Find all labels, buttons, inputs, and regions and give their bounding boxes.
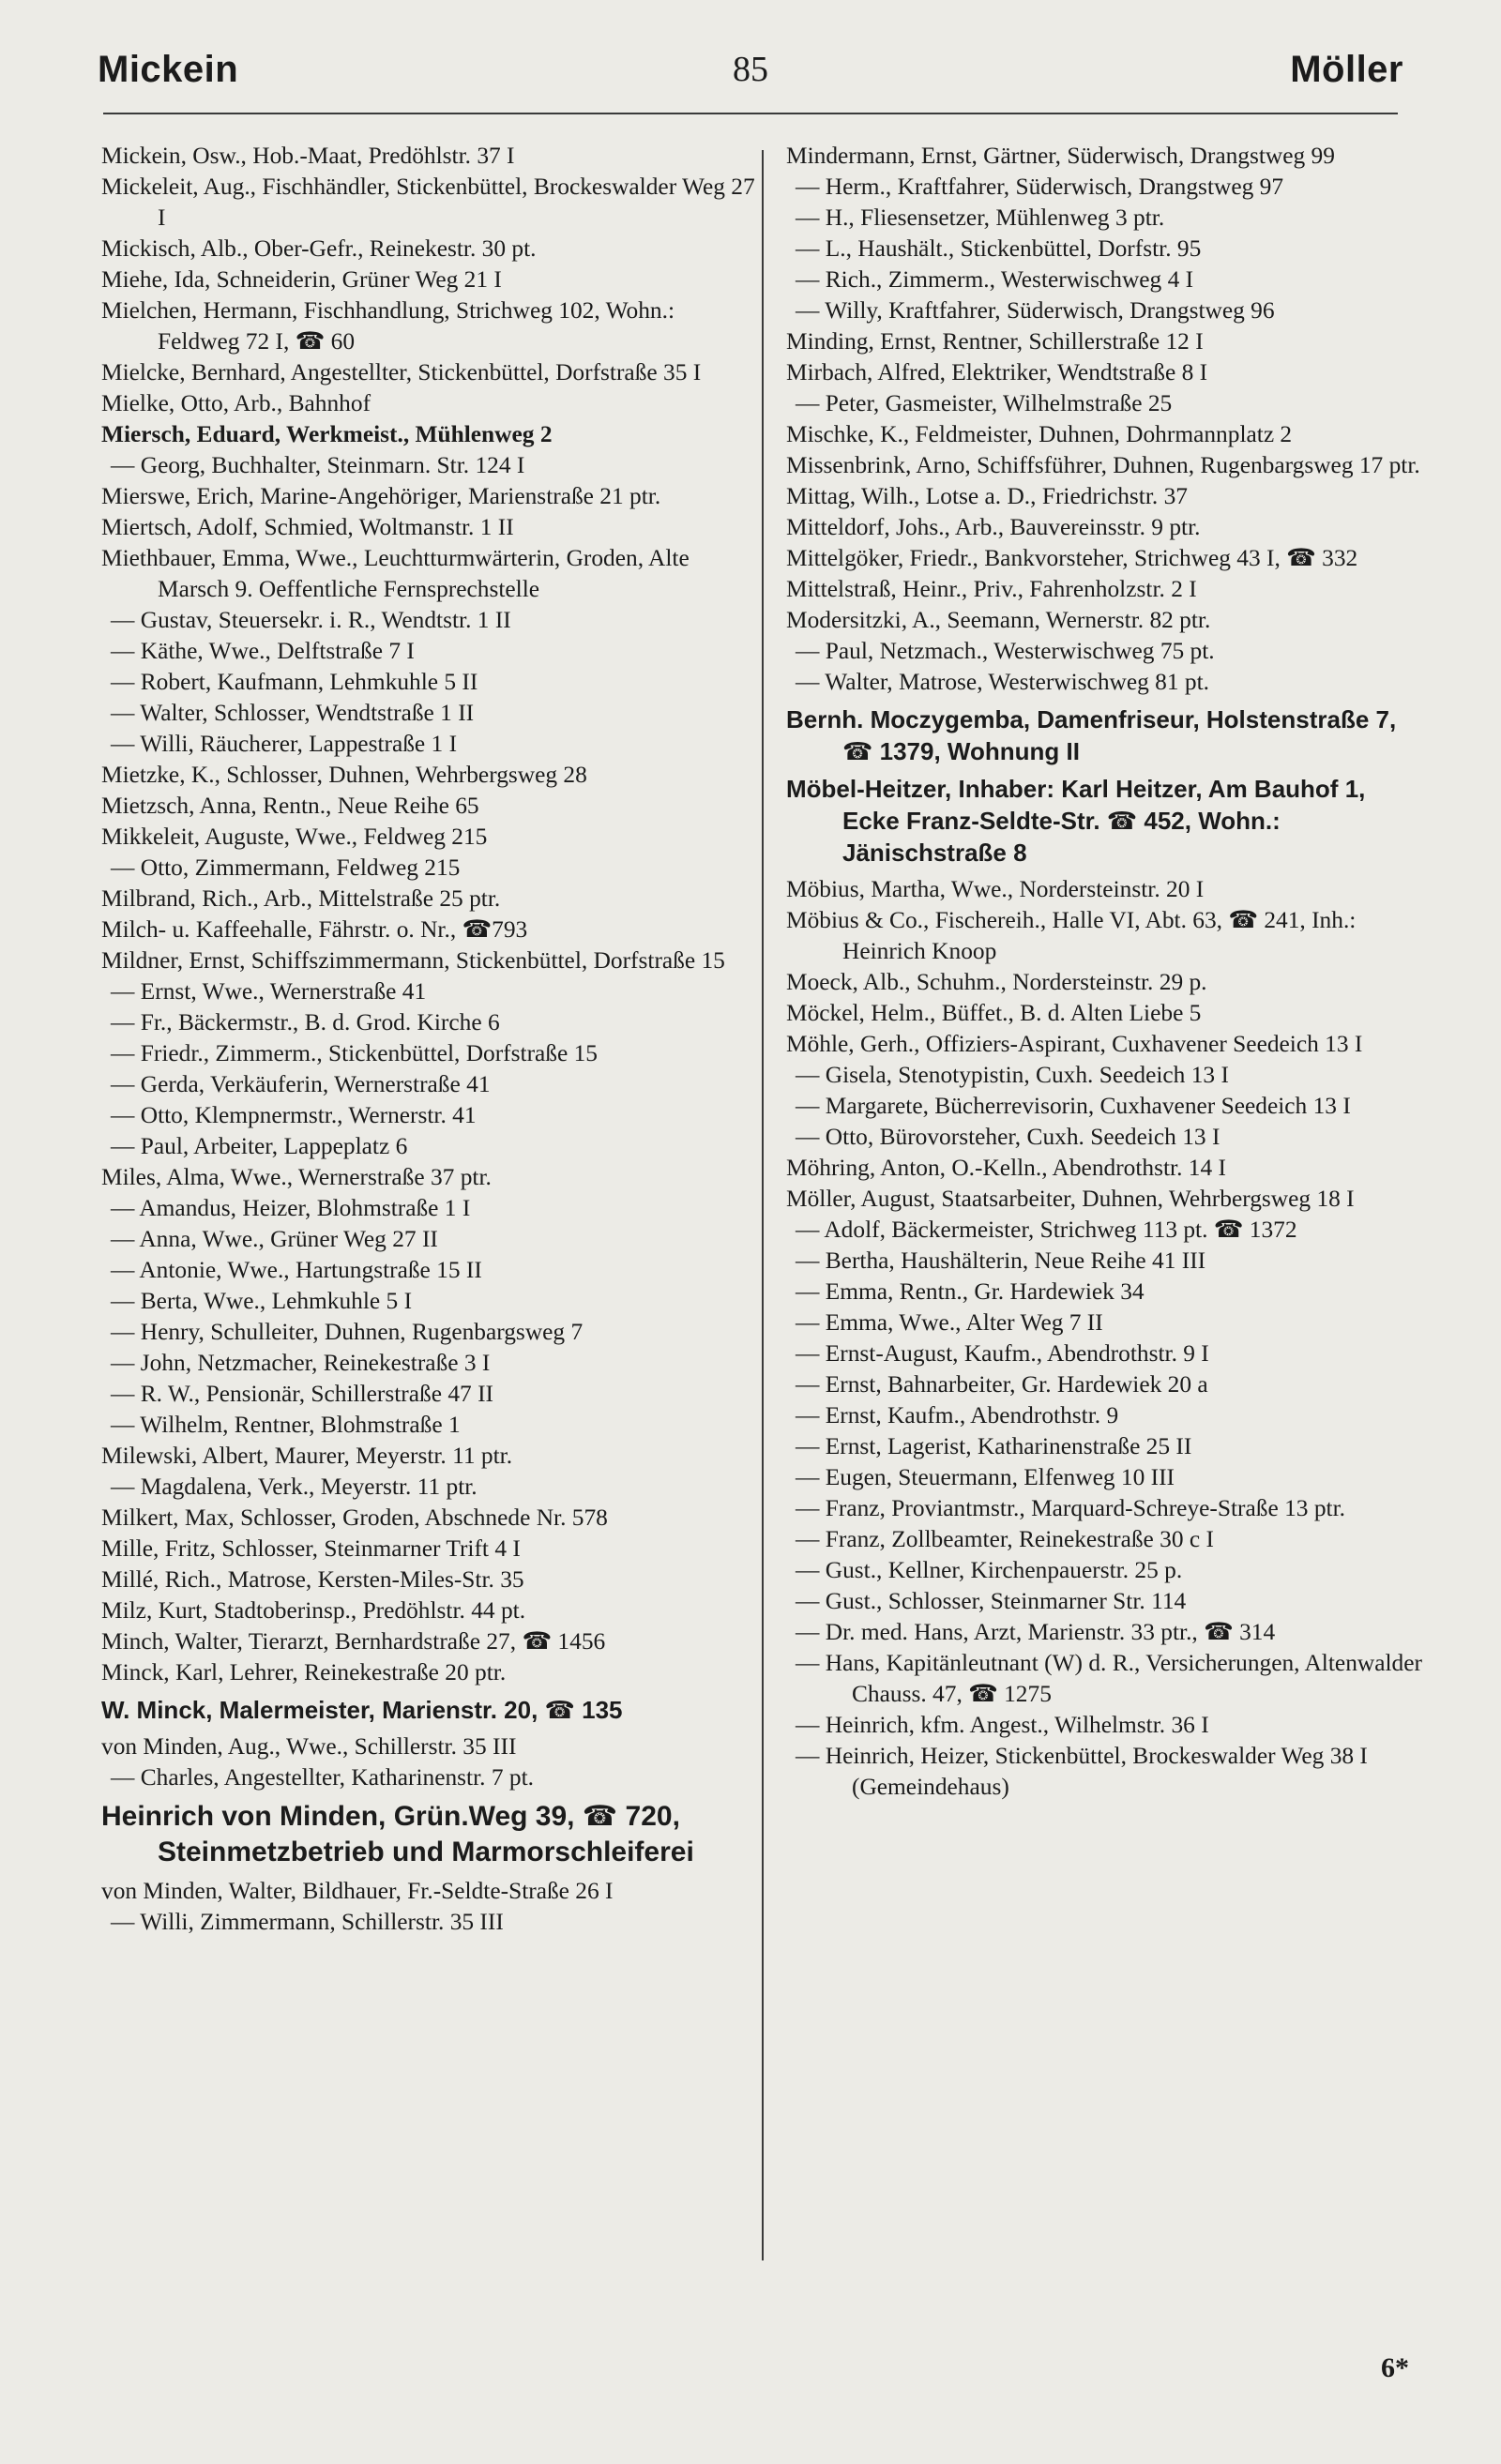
directory-entry: — L., Haushält., Stickenbüttel, Dorfstr. 95 xyxy=(796,235,1202,262)
header-rule xyxy=(103,113,1398,114)
directory-entry: Modersitzki, A., Seemann, Wernerstr. 82 ptr. xyxy=(786,607,1211,633)
directory-entry: — Fr., Bäckermstr., B. d. Grod. Kirche 6 xyxy=(111,1009,500,1035)
directory-entry: Bernh. Moczygemba, Damenfriseur, Holstenstraße 7, ☎ 1379, Wohnung II xyxy=(786,705,1397,765)
directory-entry: Möhle, Gerh., Offiziers-Aspirant, Cuxhavener Seedeich 13 I xyxy=(786,1031,1363,1057)
directory-entry: — Otto, Klempnermstr., Wernerstr. 41 xyxy=(111,1102,477,1128)
directory-entry: — Ernst, Bahnarbeiter, Gr. Hardewiek 20 a xyxy=(796,1371,1208,1398)
directory-entry: — Dr. med. Hans, Arzt, Marienstr. 33 ptr., ☎ 314 xyxy=(796,1619,1276,1645)
page-number: 85 xyxy=(733,50,768,89)
directory-entry: Minch, Walter, Tierarzt, Bernhardstraße 27, ☎ 1456 xyxy=(101,1628,606,1655)
directory-entry: Milkert, Max, Schlosser, Groden, Abschnede Nr. 578 xyxy=(101,1504,608,1531)
directory-entry: Mittag, Wilh., Lotse a. D., Friedrichstr. 37 xyxy=(786,483,1188,509)
directory-entry: — John, Netzmacher, Reinekestraße 3 I xyxy=(111,1350,491,1376)
directory-entry: Mikkeleit, Auguste, Wwe., Feldweg 215 xyxy=(101,824,488,850)
directory-entry: Miehe, Ida, Schneiderin, Grüner Weg 21 I xyxy=(101,266,502,293)
directory-entry: von Minden, Walter, Bildhauer, Fr.-Seldte-Straße 26 I xyxy=(101,1878,614,1904)
directory-entry: — Gust., Schlosser, Steinmarner Str. 114 xyxy=(796,1588,1187,1614)
directory-entry: — Emma, Rentn., Gr. Hardewiek 34 xyxy=(796,1278,1145,1305)
directory-entry: Milz, Kurt, Stadtoberinsp., Predöhlstr. 44 pt. xyxy=(101,1597,526,1624)
directory-entry: — Ernst, Wwe., Wernerstraße 41 xyxy=(111,978,427,1005)
directory-entry: Minding, Ernst, Rentner, Schillerstraße 12 I xyxy=(786,328,1204,355)
directory-entry: — Margarete, Bücherrevisorin, Cuxhavener Seedeich 13 I xyxy=(796,1093,1351,1119)
directory-entry: — Heinrich, kfm. Angest., Wilhelmstr. 36 I xyxy=(796,1712,1209,1738)
directory-entry: — Anna, Wwe., Grüner Weg 27 II xyxy=(111,1226,438,1252)
directory-entry: Mielcke, Bernhard, Angestellter, Stickenbüttel, Dorfstraße 35 I xyxy=(101,359,702,385)
directory-entry: — H., Fliesensetzer, Mühlenweg 3 ptr. xyxy=(796,204,1165,231)
directory-entry: Möhring, Anton, O.-Kelln., Abendrothstr. 14 I xyxy=(786,1155,1226,1181)
directory-entry: — Wilhelm, Rentner, Blohmstraße 1 xyxy=(111,1412,461,1438)
directory-entry: Möbel-Heitzer, Inhaber: Karl Heitzer, Am Bauhof 1, Ecke Franz-Seldte-Str. ☎ 452, Wohn.: Jänischstraße 8 xyxy=(786,775,1366,867)
directory-entry: Miethbauer, Emma, Wwe., Leuchtturmwärterin, Groden, Alte Marsch 9. Oeffentliche Fernsprechstelle xyxy=(101,545,690,602)
directory-entry: — Otto, Bürovorsteher, Cuxh. Seedeich 13 I xyxy=(796,1124,1221,1150)
directory-entry: — Hans, Kapitänleutnant (W) d. R., Versicherungen, Altenwalder Chauss. 47, ☎ 1275 xyxy=(796,1650,1422,1707)
directory-entry: — Otto, Zimmermann, Feldweg 215 xyxy=(111,854,461,881)
directory-entry: Mischke, K., Feldmeister, Duhnen, Dohrmannplatz 2 xyxy=(786,421,1293,447)
directory-entry: — Gerda, Verkäuferin, Wernerstraße 41 xyxy=(111,1071,491,1097)
directory-entry: — Georg, Buchhalter, Steinmarn. Str. 124 I xyxy=(111,452,525,478)
directory-entry: Möbius, Martha, Wwe., Nordersteinstr. 20 I xyxy=(786,876,1205,902)
directory-entry: — Paul, Netzmach., Westerwischweg 75 pt. xyxy=(796,638,1215,664)
directory-entry: Mindermann, Ernst, Gärtner, Süderwisch, Drangstweg 99 xyxy=(786,143,1335,169)
directory-entry: — Eugen, Steuermann, Elfenweg 10 III xyxy=(796,1464,1175,1490)
directory-entry: — Berta, Wwe., Lehmkuhle 5 I xyxy=(111,1288,413,1314)
directory-entry: Möbius & Co., Fischereih., Halle VI, Abt. 63, ☎ 241, Inh.: Heinrich Knoop xyxy=(786,907,1357,964)
directory-entry: — Ernst, Lagerist, Katharinenstraße 25 II xyxy=(796,1433,1192,1459)
left-column xyxy=(101,141,758,1938)
directory-entry: — Charles, Angestellter, Katharinenstr. 7 pt. xyxy=(111,1764,534,1791)
directory-entry: — Walter, Matrose, Westerwischweg 81 pt. xyxy=(796,669,1210,695)
directory-entry: — Robert, Kaufmann, Lehmkuhle 5 II xyxy=(111,669,478,695)
directory-entry: — Rich., Zimmerm., Westerwischweg 4 I xyxy=(796,266,1194,293)
directory-entry: — Gustav, Steuersekr. i. R., Wendtstr. 1 II xyxy=(111,607,511,633)
directory-entry: Miertsch, Adolf, Schmied, Woltmanstr. 1 II xyxy=(101,514,514,540)
directory-entry: Mielke, Otto, Arb., Bahnhof xyxy=(101,390,371,416)
directory-entry: Mickein, Osw., Hob.-Maat, Predöhlstr. 37 I xyxy=(101,143,515,169)
directory-entry: Missenbrink, Arno, Schiffsführer, Duhnen, Rugenbargsweg 17 ptr. xyxy=(786,452,1420,478)
directory-entry: Mille, Fritz, Schlosser, Steinmarner Trift 4 I xyxy=(101,1535,521,1562)
directory-entry: Mildner, Ernst, Schiffszimmermann, Stickenbüttel, Dorfstraße 15 xyxy=(101,947,725,974)
directory-entry: Möller, August, Staatsarbeiter, Duhnen, Wehrbergsweg 18 I xyxy=(786,1186,1355,1212)
directory-entry: — Franz, Proviantmstr., Marquard-Schreye-Straße 13 ptr. xyxy=(796,1495,1345,1521)
directory-entry: Minck, Karl, Lehrer, Reinekestraße 20 ptr. xyxy=(101,1659,507,1685)
directory-entry: — Herm., Kraftfahrer, Süderwisch, Drangstweg 97 xyxy=(796,174,1284,200)
directory-entry: Mietzsch, Anna, Rentn., Neue Reihe 65 xyxy=(101,793,479,819)
directory-entry: — Bertha, Haushälterin, Neue Reihe 41 III xyxy=(796,1247,1206,1274)
header-right-keyword: Möller xyxy=(1290,49,1403,90)
directory-entry: — Ernst, Kaufm., Abendrothstr. 9 xyxy=(796,1402,1119,1429)
directory-entry: — Gisela, Stenotypistin, Cuxh. Seedeich 13 I xyxy=(796,1062,1229,1088)
directory-entry: — Emma, Wwe., Alter Weg 7 II xyxy=(796,1309,1103,1336)
directory-entry: Mietzke, K., Schlosser, Duhnen, Wehrbergsweg 28 xyxy=(101,762,587,788)
directory-entry: — Franz, Zollbeamter, Reinekestraße 30 c I xyxy=(796,1526,1214,1552)
directory-entry: Mielchen, Hermann, Fischhandlung, Strichweg 102, Wohn.: Feldweg 72 I, ☎ 60 xyxy=(101,297,675,355)
directory-entry: Miles, Alma, Wwe., Wernerstraße 37 ptr. xyxy=(101,1164,492,1190)
directory-entry: — Paul, Arbeiter, Lappeplatz 6 xyxy=(111,1133,408,1159)
directory-entry: Millé, Rich., Matrose, Kersten-Miles-Str. 35 xyxy=(101,1566,524,1593)
directory-entry: W. Minck, Malermeister, Marienstr. 20, ☎ 135 xyxy=(101,1696,623,1724)
directory-entry: Mittelgöker, Friedr., Bankvorsteher, Strichweg 43 I, ☎ 332 xyxy=(786,545,1358,571)
directory-entry: — Amandus, Heizer, Blohmstraße 1 I xyxy=(111,1195,471,1221)
directory-entry: Milewski, Albert, Maurer, Meyerstr. 11 ptr. xyxy=(101,1443,513,1469)
page-header xyxy=(94,49,1407,105)
directory-entry: — Gust., Kellner, Kirchenpauerstr. 25 p. xyxy=(796,1557,1183,1583)
directory-entry: von Minden, Aug., Wwe., Schillerstr. 35 III xyxy=(101,1733,517,1760)
directory-entry: Milbrand, Rich., Arb., Mittelstraße 25 ptr. xyxy=(101,885,501,912)
directory-entry: Mickeleit, Aug., Fischhändler, Stickenbüttel, Brockeswalder Weg 27 I xyxy=(101,174,755,231)
directory-entry: — Walter, Schlosser, Wendtstraße 1 II xyxy=(111,700,475,726)
directory-entry: Mierswe, Erich, Marine-Angehöriger, Marienstraße 21 ptr. xyxy=(101,483,661,509)
directory-entry: — Magdalena, Verk., Meyerstr. 11 ptr. xyxy=(111,1474,478,1500)
directory-entry: — Käthe, Wwe., Delftstraße 7 I xyxy=(111,638,415,664)
directory-entry: — Heinrich, Heizer, Stickenbüttel, Brockeswalder Weg 38 I (Gemeindehaus) xyxy=(796,1743,1368,1800)
directory-entry: Heinrich von Minden, Grün.Weg 39, ☎ 720, Steinmetzbetrieb und Marmorschleiferei xyxy=(101,1801,694,1867)
signature-mark: 6* xyxy=(1381,2352,1409,2383)
directory-entry: — Willi, Zimmermann, Schillerstr. 35 III xyxy=(111,1909,504,1935)
directory-entry: — Antonie, Wwe., Hartungstraße 15 II xyxy=(111,1257,482,1283)
directory-entry: — Ernst-August, Kaufm., Abendrothstr. 9 I xyxy=(796,1340,1209,1367)
column-divider xyxy=(762,150,764,2260)
directory-entry: — Friedr., Zimmerm., Stickenbüttel, Dorfstraße 15 xyxy=(111,1040,598,1066)
directory-entry: — Willy, Kraftfahrer, Süderwisch, Drangstweg 96 xyxy=(796,297,1275,324)
right-column xyxy=(786,141,1424,1803)
directory-entry: Mitteldorf, Johs., Arb., Bauvereinsstr. 9 ptr. xyxy=(786,514,1201,540)
directory-entry: Milch- u. Kaffeehalle, Fährstr. o. Nr., ☎793 xyxy=(101,916,528,943)
directory-entry: — Henry, Schulleiter, Duhnen, Rugenbargsweg 7 xyxy=(111,1319,584,1345)
directory-entry: Moeck, Alb., Schuhm., Nordersteinstr. 29 p. xyxy=(786,969,1207,995)
directory-entry: — Adolf, Bäckermeister, Strichweg 113 pt. ☎ 1372 xyxy=(796,1217,1297,1243)
directory-entry: Miersch, Eduard, Werkmeist., Mühlenweg 2 xyxy=(101,421,553,447)
directory-entry: — R. W., Pensionär, Schillerstraße 47 II xyxy=(111,1381,493,1407)
directory-entry: Mickisch, Alb., Ober-Gefr., Reinekestr. 30 pt. xyxy=(101,235,537,262)
header-left-keyword: Mickein xyxy=(98,49,239,90)
directory-entry: — Willi, Räucherer, Lappestraße 1 I xyxy=(111,731,458,757)
directory-entry: Mirbach, Alfred, Elektriker, Wendtstraße 8 I xyxy=(786,359,1208,385)
directory-entry: Mittelstraß, Heinr., Priv., Fahrenholzstr. 2 I xyxy=(786,576,1197,602)
directory-entry: — Peter, Gasmeister, Wilhelmstraße 25 xyxy=(796,390,1173,416)
directory-entry: Möckel, Helm., Büffet., B. d. Alten Liebe 5 xyxy=(786,1000,1202,1026)
